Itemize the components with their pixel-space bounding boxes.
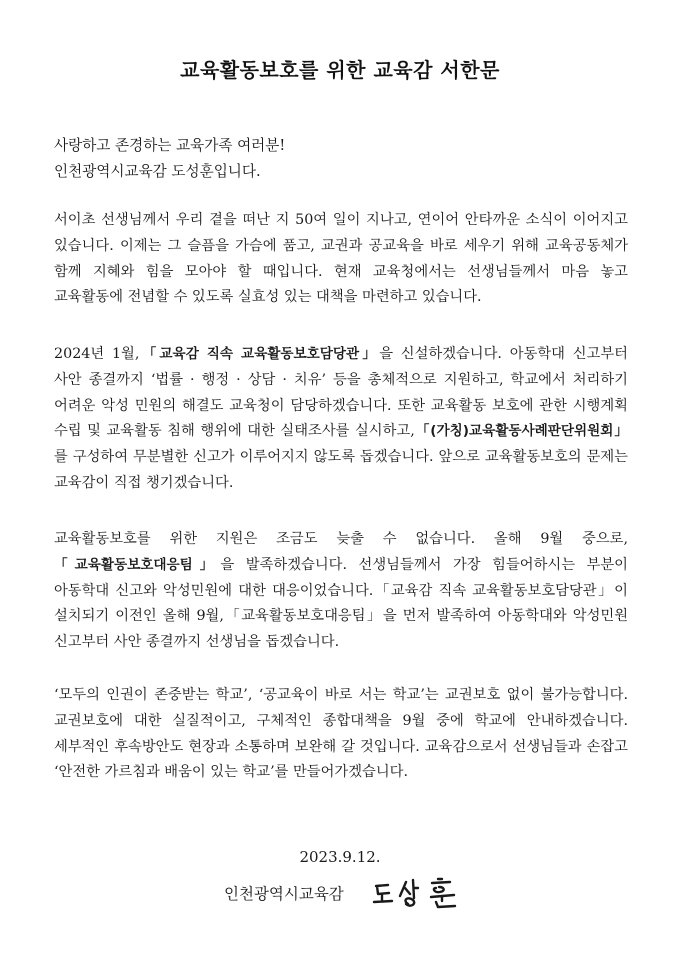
p3-bold-team: 「교육활동보호대응팀」 <box>54 556 221 573</box>
signature-block <box>224 874 524 910</box>
paragraph-3 <box>54 527 628 656</box>
greeting-line-2: 인천광역시교육감 도성훈입니다. <box>54 163 261 180</box>
handwritten-signature <box>372 874 468 910</box>
p3-text-2: 을 발족하겠습니다. 선생님들께서 가장 힘들어하시는 부분이 아동학대 신고와 악성민원에 대한 대응이었습니다.「교육감 직속 교육활동보호담당관」이 설치되기 이전인 올해 9월,「교육활동보호대응팀」을 먼저 발족하여 아동학대와 악성민원 신고부터 사안 종결까지 선생님을 돕겠습니다. <box>54 556 628 651</box>
paragraph-4: ‘모두의 인권이 존중받는 학교’, ‘공교육이 바로 서는 학교’는 교권보호 없이 불가능합니다. 교권보호에 대한 실질적이고, 구체적인 종합대책을 9월 중에 학교에 안내하겠습니다. 세부적인 후속방안도 현장과 소통하며 보완해 갈 것입니다. 교육감으로서 선생님들과 손잡고 ‘안전한 가르침과 배움이 있는 학교’를 만들어가겠습니다. <box>54 687 628 781</box>
signer-office: 인천광역시교육감 <box>224 885 344 903</box>
p2-bold-officer: 「교육감 직속 교육활동보호담당관」 <box>139 346 380 362</box>
document-title: 교육활동보호를 위한 교육감 서한문 <box>180 58 500 82</box>
paragraph-1: 서이초 선생님께서 우리 곁을 떠난 지 50여 일이 지나고, 연이어 안타까운 소식이 이어지고 있습니다. 이제는 그 슬픔을 가슴에 품고, 교권과 공교육을 바로 세우기 위해 교육공동체가 함께 지혜와 힘을 모아야 할 때입니다. 현재 교육청에서는 선생님들께서 마음 놓고 교육활동에 전념할 수 있도록 실효성 있는 대책을 마련하고 있습니다. <box>54 212 628 306</box>
p2-text-2: 을 신설하겠습니다. 아동학대 신고부터 사안 종결까지 ‘법률 · 행정 · 상담 · 치유’ 등을 총체적으로 지원하고, 학교에서 처리하기 어려운 악성 민원의 해결도 교육청이 담당하겠습니다. 또한 교육활동 보호에 관한 시행계획 수립 및 교육활동 침해 행위에 대한 실태조사를 실시하고, <box>54 346 628 440</box>
p2-text-3: 를 구성하여 무분별한 신고가 이루어지지 않도록 돕겠습니다. 앞으로 교육활동보호의 문제는 교육감이 직접 챙기겠습니다. <box>54 449 628 491</box>
paragraph-2 <box>54 342 628 497</box>
p3-text-1: 교육활동보호를 위한 지원은 조금도 늦출 수 없습니다. 올해 9월 중으로, <box>54 531 628 547</box>
greeting-line-1: 사랑하고 존경하는 교육가족 여러분! <box>54 137 286 154</box>
letter-date: 2023.9.12. <box>299 848 381 866</box>
p2-bold-committee: 「(가칭)교육활동사례판단위원회」 <box>414 423 628 440</box>
p2-text-1: 2024년 1월, <box>54 346 140 362</box>
greeting-block <box>54 133 634 185</box>
